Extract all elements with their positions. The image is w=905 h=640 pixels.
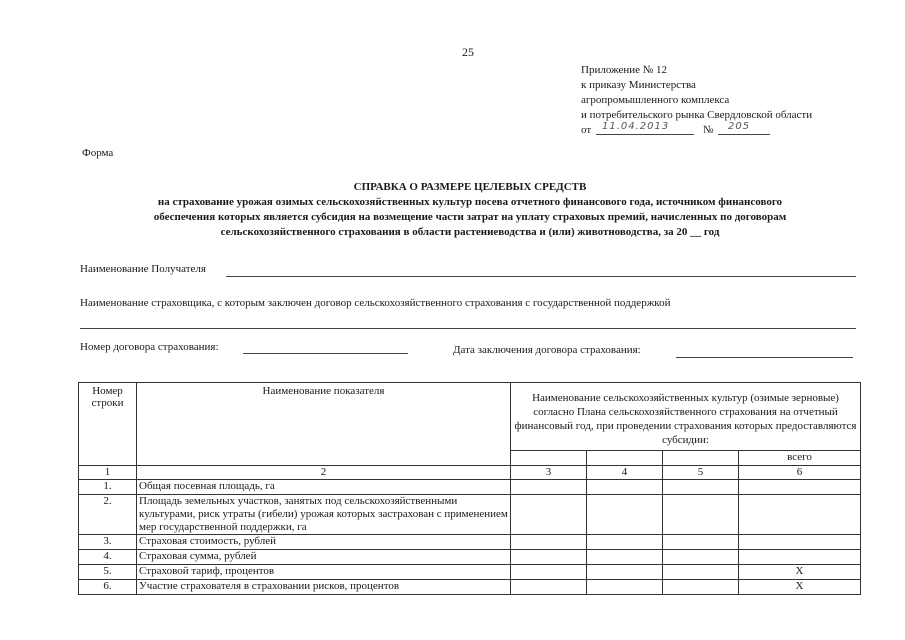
table-cell[interactable] xyxy=(511,535,587,550)
column-number-2: 2 xyxy=(137,466,511,480)
row-total[interactable] xyxy=(739,480,861,495)
page-number: 25 xyxy=(462,45,474,59)
row-indicator: Участие страхователя в страховании рисков, процентов xyxy=(137,580,511,595)
appendix-number-label: № xyxy=(703,124,714,136)
row-indicator: Страховая сумма, рублей xyxy=(137,550,511,565)
crop-column-3 xyxy=(511,451,587,466)
column-number-5: 5 xyxy=(663,466,739,480)
table-cell[interactable] xyxy=(663,480,739,495)
header-total: всего xyxy=(739,451,861,466)
row-indicator: Площадь земельных участков, занятых под сельскохозяйственными культурами, риск утраты (гибели) урожая которых застрахован с применением мер государственной поддержки, га xyxy=(137,495,511,535)
appendix-line-4: и потребительского рынка Свердловской области xyxy=(581,109,813,121)
table-cell[interactable] xyxy=(587,580,663,595)
contract-date-label: Дата заключения договора страхования: xyxy=(453,344,641,356)
row-number: 6. xyxy=(79,580,137,595)
row-indicator: Страховой тариф, процентов xyxy=(137,565,511,580)
table-cell[interactable] xyxy=(587,535,663,550)
header-indicator: Наименование показателя xyxy=(137,383,511,466)
column-number-1: 1 xyxy=(79,466,137,480)
row-total[interactable] xyxy=(739,495,861,535)
contract-number-label: Номер договора страхования: xyxy=(80,341,219,353)
table-cell[interactable] xyxy=(587,550,663,565)
row-total: Х xyxy=(739,580,861,595)
row-number: 5. xyxy=(79,565,137,580)
table-cell[interactable] xyxy=(587,565,663,580)
title-line-3: обеспечения которых является субсидия на возмещение части затрат на уплату страховых премий, начисленных по договорам xyxy=(153,211,787,223)
table-cell[interactable] xyxy=(663,535,739,550)
table-cell[interactable] xyxy=(663,565,739,580)
row-indicator: Страховая стоимость, рублей xyxy=(137,535,511,550)
date-line xyxy=(596,134,694,135)
column-number-6: 6 xyxy=(739,466,861,480)
subsidy-table xyxy=(78,382,861,595)
table-cell[interactable] xyxy=(511,550,587,565)
table-cell[interactable] xyxy=(511,480,587,495)
row-total[interactable] xyxy=(739,550,861,565)
appendix-line-2: к приказу Министерства xyxy=(581,79,696,91)
table-cell[interactable] xyxy=(663,580,739,595)
contract-number-field[interactable] xyxy=(243,353,408,354)
header-row-number: Номер строки xyxy=(79,383,137,466)
row-total: Х xyxy=(739,565,861,580)
row-number: 4. xyxy=(79,550,137,565)
table-cell[interactable] xyxy=(511,565,587,580)
insurer-label: Наименование страховщика, с которым заключен договор сельскохозяйственного страхования с государственной поддержкой xyxy=(80,297,671,309)
form-label: Форма xyxy=(82,147,114,159)
title-line-2: на страхование урожая озимых сельскохозяйственных культур посева отчетного финансового года, источником финансового xyxy=(157,196,783,208)
recipient-label: Наименование Получателя xyxy=(80,263,206,275)
table-cell[interactable] xyxy=(587,480,663,495)
appendix-line-1: Приложение № 12 xyxy=(581,64,668,76)
recipient-field[interactable] xyxy=(226,276,856,277)
table-cell[interactable] xyxy=(587,495,663,535)
row-indicator: Общая посевная площадь, га xyxy=(137,480,511,495)
handwritten-date: 11.04.2013 xyxy=(602,121,670,132)
contract-date-field[interactable] xyxy=(676,357,853,358)
number-line xyxy=(718,134,770,135)
appendix-line-3: агропромышленного комплекса xyxy=(581,94,730,106)
document-title: СПРАВКА О РАЗМЕРЕ ЦЕЛЕВЫХ СРЕДСТВ xyxy=(353,181,587,193)
column-number-4: 4 xyxy=(587,466,663,480)
row-number: 3. xyxy=(79,535,137,550)
table-cell[interactable] xyxy=(663,495,739,535)
row-total[interactable] xyxy=(739,535,861,550)
row-number: 2. xyxy=(79,495,137,535)
row-number: 1. xyxy=(79,480,137,495)
table-cell[interactable] xyxy=(511,580,587,595)
table-cell[interactable] xyxy=(663,550,739,565)
insurer-field[interactable] xyxy=(80,328,856,329)
crop-column-4 xyxy=(587,451,663,466)
title-line-4: сельскохозяйственного страхования в области растениеводства и (или) животноводства, за 20 __ год xyxy=(220,226,720,238)
column-number-3: 3 xyxy=(511,466,587,480)
handwritten-number: 205 xyxy=(728,121,751,132)
header-crops: Наименование сельскохозяйственных культур (озимые зерновые) согласно Плана сельскохозяйственного страхования на отчетный финансовый год, при проведении страхования которых предоставляются субсидии: xyxy=(511,383,861,451)
table-cell[interactable] xyxy=(511,495,587,535)
crop-column-5 xyxy=(663,451,739,466)
appendix-from-label: от xyxy=(581,124,592,136)
